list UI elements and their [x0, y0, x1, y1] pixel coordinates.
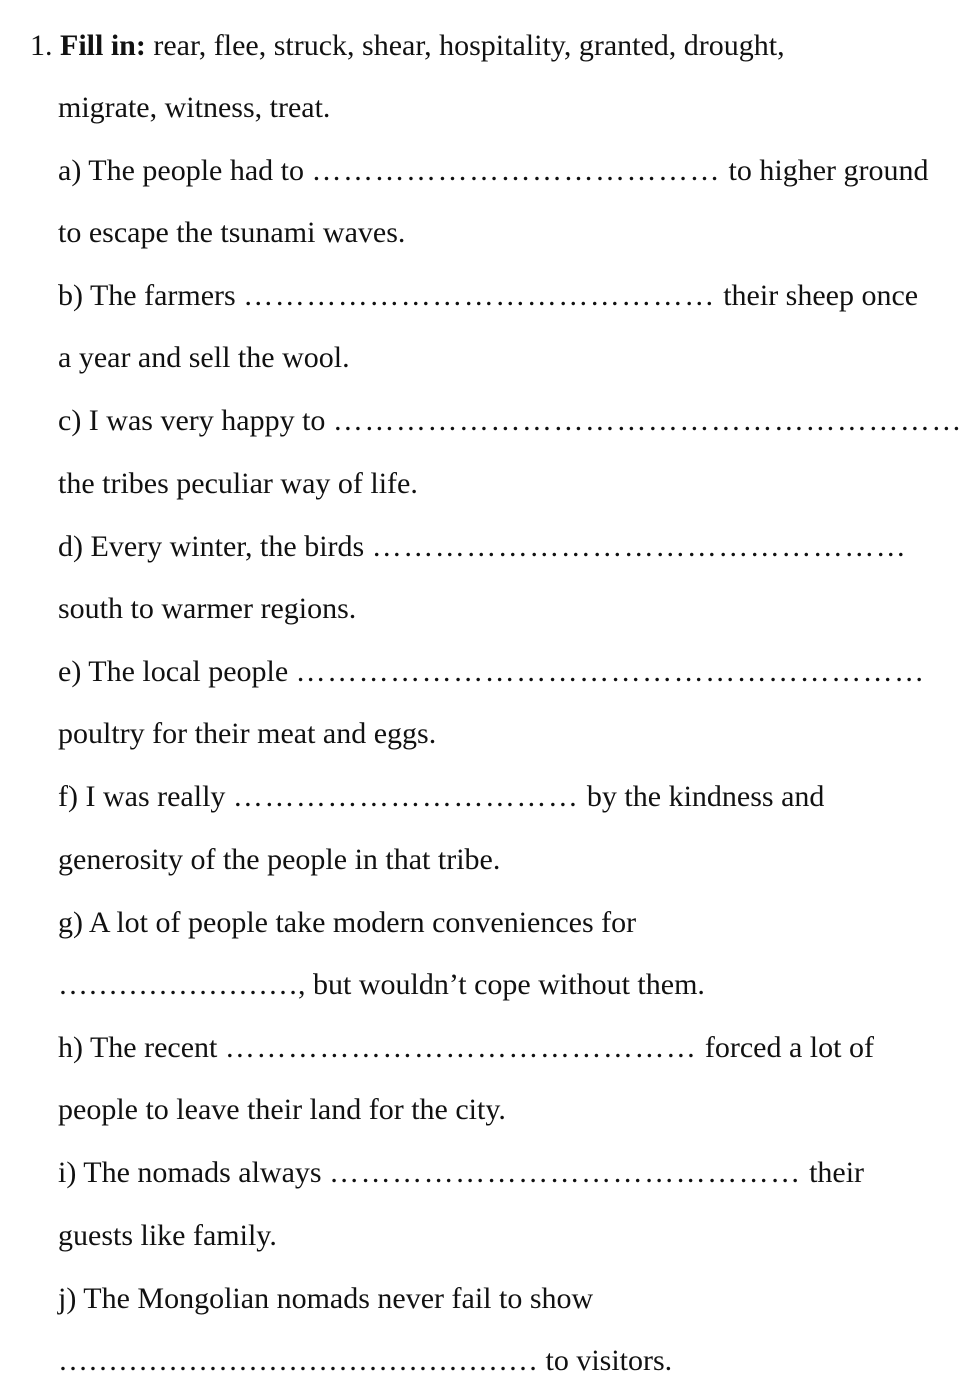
- question-c-continued: the tribes peculiar way of life.: [58, 467, 418, 500]
- question-a-after: to higher ground: [728, 154, 929, 187]
- answer-blank-i[interactable]: ………………………………………: [329, 1156, 802, 1189]
- question-e-text: e) The local people: [58, 655, 289, 688]
- question-e: [58, 653, 950, 691]
- question-a-text: a) The people had to: [58, 154, 305, 187]
- question-c: [58, 402, 963, 440]
- answer-blank-h[interactable]: ………………………………………: [224, 1031, 698, 1064]
- question-g-text: g) A lot of people take modern conveniences for: [58, 906, 637, 939]
- word-list-continued: migrate, witness, treat.: [58, 91, 331, 124]
- question-h-after: forced a lot of: [704, 1031, 874, 1064]
- question-i-continued: guests like family.: [58, 1219, 277, 1252]
- question-d-text: d) Every winter, the birds: [58, 530, 365, 563]
- question-b: [58, 277, 950, 315]
- exercise-number: 1.: [30, 29, 53, 62]
- question-j: [58, 1280, 950, 1318]
- question-h-continued: people to leave their land for the city.: [58, 1093, 506, 1126]
- answer-blank-b[interactable]: ………………………………………: [243, 279, 716, 312]
- question-i-after: their: [809, 1156, 865, 1189]
- question-j-continued: ………………………………………… to visitors.: [58, 1344, 673, 1377]
- question-h-text: h) The recent: [58, 1031, 218, 1064]
- answer-blank-f[interactable]: ……………………………: [232, 780, 580, 813]
- answer-blank-c[interactable]: ……………………………………………………: [332, 404, 963, 437]
- question-f: [58, 778, 950, 816]
- answer-blank-e[interactable]: ……………………………………………………: [295, 655, 926, 688]
- question-b-continued: a year and sell the wool.: [58, 341, 350, 374]
- question-i-text: i) The nomads always: [58, 1156, 322, 1189]
- question-b-text: b) The farmers: [58, 279, 236, 312]
- question-d: [58, 528, 950, 566]
- answer-blank-d[interactable]: ……………………………………………: [371, 530, 908, 563]
- question-b-after: their sheep once: [723, 279, 919, 312]
- question-e-continued: poultry for their meat and eggs.: [58, 717, 437, 750]
- question-g: [58, 904, 950, 942]
- question-j-text: j) The Mongolian nomads never fail to show: [58, 1282, 594, 1315]
- answer-blank-a[interactable]: …………………………………: [311, 154, 722, 187]
- question-c-text: c) I was very happy to: [58, 404, 326, 437]
- question-g-continued: ……………………, but wouldn’t cope without them.: [58, 968, 705, 1001]
- word-list: rear, flee, struck, shear, hospitality, granted, drought,: [153, 29, 785, 62]
- exercise-heading: [30, 27, 950, 65]
- question-i: [58, 1154, 950, 1192]
- question-a-continued: to escape the tsunami waves.: [58, 216, 406, 249]
- question-f-text: f) I was really: [58, 780, 226, 813]
- exercise-title: Fill in:: [60, 29, 146, 62]
- question-a: [58, 152, 950, 190]
- question-f-continued: generosity of the people in that tribe.: [58, 843, 501, 876]
- question-h: [58, 1029, 950, 1067]
- question-d-continued: south to warmer regions.: [58, 592, 357, 625]
- question-f-after: by the kindness and: [586, 780, 825, 813]
